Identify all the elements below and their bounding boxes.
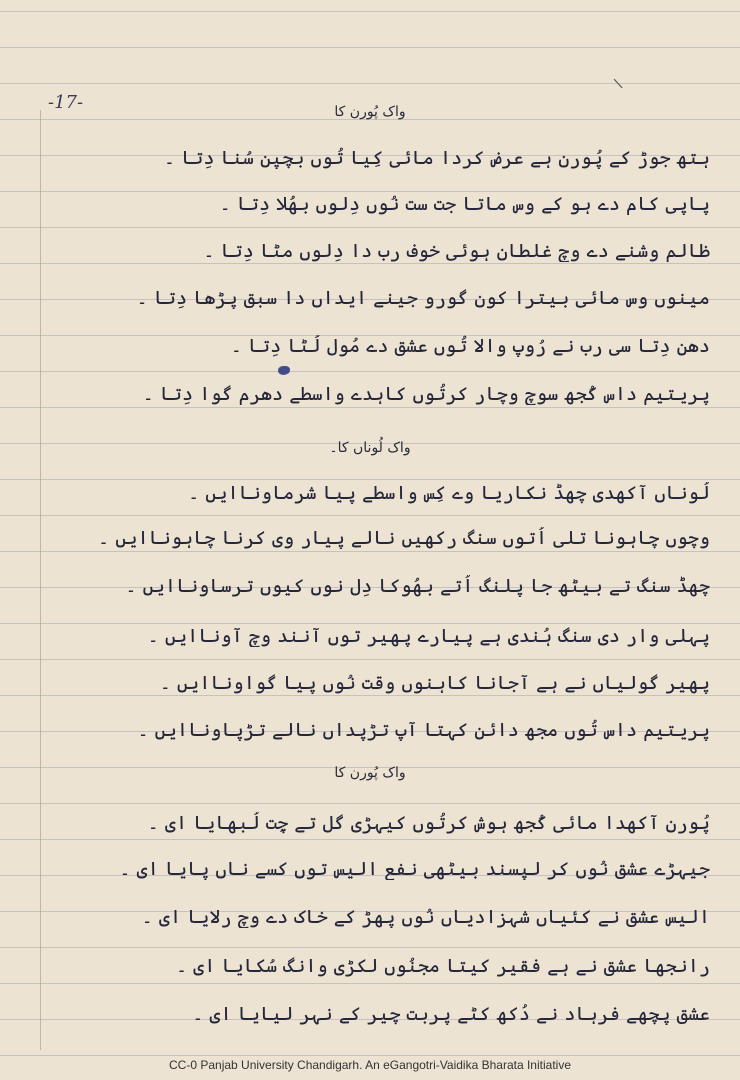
verse-line: پاپی کام دے ہو کے وس ماتا جت ست نُوں دِلوں بھُلا دِتا ۔ bbox=[219, 193, 710, 215]
verse-line: چھڈ سنگ تے بیٹھ جا پلنگ اُتے بھُوکا دِل نوں کیوں ترساوناایں ۔ bbox=[125, 575, 710, 597]
verse-line: جیہڑے عشق نُوں کر لپسند بیٹھی نفع الیس توں کسے ناں پایا ای ۔ bbox=[119, 858, 710, 880]
verse-line: ہتھ جوڑ کے پُورن ہے عرض کردا مائی کِیا تُوں بچپن سُنا دِتا ۔ bbox=[163, 147, 710, 169]
verse-line: ظالم وِشنے دے وِچ غلطان ہوئی خوف رب دا دِلوں مٹا دِتا ۔ bbox=[203, 240, 710, 262]
verse-line: مینوں وس مائی بیترا کون گورو جینے ایداں دا سبق پڑھا دِتا ۔ bbox=[136, 287, 710, 309]
verse-line: پریتیم داس کُجھ سوچ وِچار کرتُوں کاہدے واسطے دھرم گوا دِتا ۔ bbox=[142, 383, 710, 405]
archive-footer: CC-0 Panjab University Chandigarh. An eGangotri-Vaidika Bharata Initiative bbox=[169, 1058, 571, 1072]
margin-line bbox=[40, 110, 41, 1050]
section-heading: واک پُورن کا bbox=[334, 104, 406, 120]
verse-line: وچوں چاہونا تلی اُتوں سنگ رکھیں نالے پیار وی کرنا چاہوناایں ۔ bbox=[98, 527, 710, 549]
verse-line: پُورن آکھدا مائی کُجھ ہوش کرتُوں کیہڑی گل تے چِت لُبھایا ای ۔ bbox=[147, 812, 710, 834]
section-heading: واک پُورن کا bbox=[334, 765, 406, 781]
pen-mark: \ bbox=[612, 75, 624, 93]
verse-line: لُوناں آکھدی چھڈ نکاریا وے کِس واسطے پیا شرماوناایں ۔ bbox=[188, 482, 710, 504]
page-number: -17- bbox=[48, 92, 84, 113]
section-heading: واک لُوناں کا۔ bbox=[329, 440, 411, 456]
verse-line: الیس عشق نے کئیاں شہزادیاں نُوں پھڑ کے خاک دے وِچ رلایا ای ۔ bbox=[141, 906, 710, 928]
verse-line: پھیر گولیاں نے ہے آجانا کاہنوں وقت نُوں پیا گواوناایں ۔ bbox=[159, 672, 710, 694]
verse-line: پہلی وار دی سنگ ہُندی ہے پیارے پھیر توں آنند وِچ آوناایں ۔ bbox=[147, 625, 710, 647]
verse-line: پریتیم داس تُوں مجھ دائن کہتا آپ تڑپداں نالے تڑپاوناایں ۔ bbox=[137, 719, 710, 741]
ink-blot bbox=[278, 366, 290, 375]
verse-line: رانجھا عشق نے ہے فقیر کیتا مجنُوں لکڑی وانگ سُکایا ای ۔ bbox=[175, 955, 710, 977]
verse-line: دھن دِتا سی رب نے رُوپ والا تُوں عشق دے مُول لُٹا دِتا ۔ bbox=[230, 335, 710, 357]
verse-line: عشق پِچھے فرہاد نے دُکھ کٹے پربت چیر کے نہر لیایا ای ۔ bbox=[192, 1003, 710, 1025]
